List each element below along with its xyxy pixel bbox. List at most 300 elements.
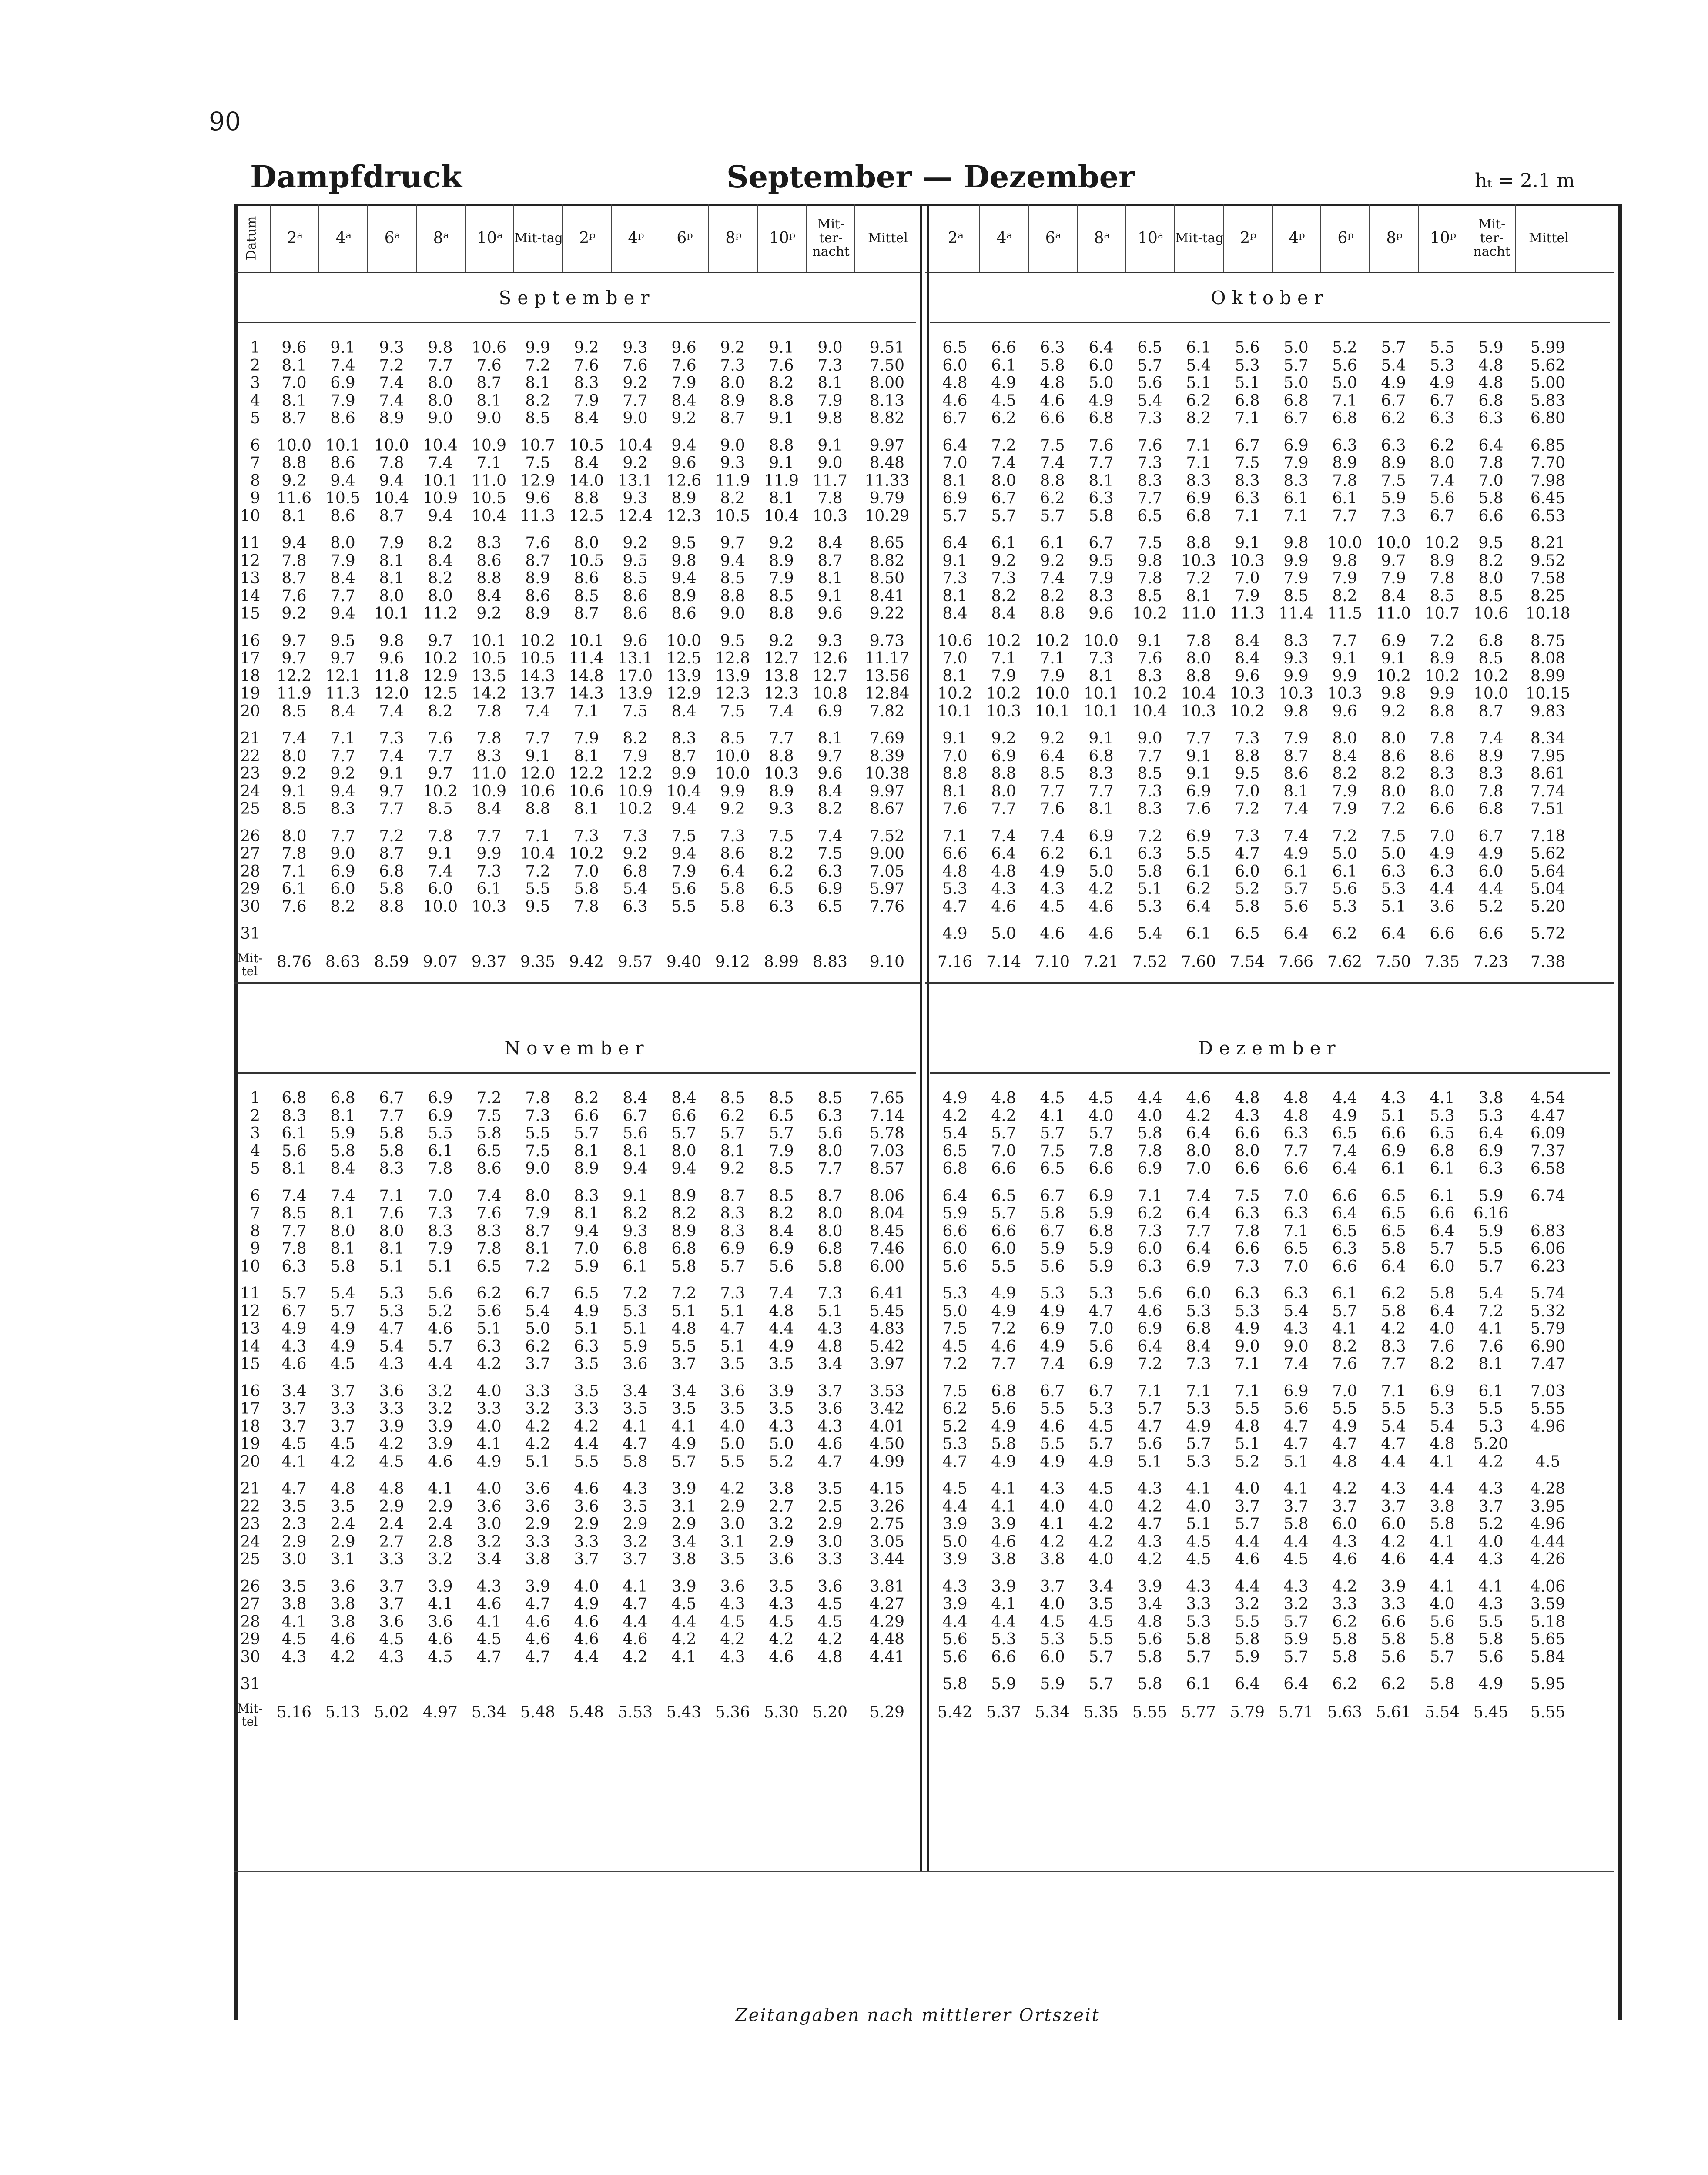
table-cell: 6.7 [623, 1107, 648, 1125]
table-cell: 7.8 [428, 827, 453, 845]
table-cell: 10.5 [520, 649, 556, 667]
table-cell: 8.4 [1332, 747, 1357, 765]
table-cell: 4.8 [817, 1337, 843, 1355]
table-cell: 9.3 [1283, 649, 1309, 667]
table-cell: 8.8 [769, 436, 794, 455]
mittel-cell: 9.37 [471, 953, 507, 971]
table-cell: 9.1 [525, 747, 550, 765]
table-cell: 7.6 [1478, 1337, 1504, 1355]
day-number: 7 [250, 454, 260, 472]
table-cell: 7.1 [1235, 1355, 1260, 1373]
table-cell: 7.6 [379, 1205, 404, 1222]
table-cell: 9.6 [817, 605, 843, 622]
table-cell: 8.7 [720, 1187, 745, 1205]
table-cell: 4.6 [574, 1480, 599, 1498]
table-cell: 10.7 [1424, 605, 1460, 622]
table-cell: 6.6 [991, 1222, 1016, 1240]
table-cell: 8.0 [817, 1222, 843, 1240]
table-cell: 5.9 [1478, 1187, 1504, 1205]
table-cell: 8.0 [281, 747, 307, 765]
table-cell: 5.62 [1530, 356, 1566, 375]
table-cell: 3.8 [1478, 1089, 1504, 1107]
table-cell: 7.2 [1430, 632, 1455, 650]
table-cell: 7.3 [720, 827, 745, 845]
table-cell: 3.7 [379, 1577, 404, 1596]
table-cell: 5.7 [1186, 1648, 1211, 1666]
mittel-cell: 7.66 [1278, 953, 1314, 971]
table-cell: 8.7 [1478, 702, 1504, 720]
table-cell: 8.2 [330, 897, 355, 916]
column-header: 10ᵃ [1125, 204, 1175, 272]
table-cell: 8.0 [1186, 1142, 1211, 1160]
table-cell: 9.2 [769, 534, 794, 552]
table-cell: 6.5 [1332, 1222, 1357, 1240]
table-cell: 5.3 [1478, 1107, 1504, 1125]
table-cell: 7.5 [1235, 1187, 1260, 1205]
table-cell: 4.5 [1088, 1480, 1114, 1498]
table-cell: 4.7 [720, 1320, 745, 1338]
table-cell: 4.29 [869, 1613, 905, 1631]
mittel-cell: 5.36 [715, 1703, 750, 1721]
table-cell: 9.51 [869, 339, 905, 357]
table-cell: 3.8 [1040, 1550, 1065, 1568]
table-cell: 9.0 [1235, 1337, 1260, 1355]
table-cell: 8.5 [720, 729, 745, 747]
day-number: 29 [240, 1630, 260, 1648]
table-cell: 8.1 [379, 552, 404, 570]
table-cell: 3.8 [330, 1595, 355, 1613]
day-number: 8 [250, 472, 260, 490]
table-cell: 8.4 [942, 605, 968, 622]
table-cell: 4.26 [1530, 1550, 1566, 1568]
table-cell: 10.0 [715, 765, 750, 783]
table-cell: 4.2 [720, 1480, 745, 1498]
table-cell: 8.04 [869, 1205, 905, 1222]
table-cell: 4.9 [1235, 1320, 1260, 1338]
table-cell: 6.5 [1430, 1124, 1455, 1142]
table-cell: 9.2 [769, 632, 794, 650]
table-cell: 5.0 [1332, 374, 1357, 392]
table-cell: 6.4 [991, 845, 1016, 863]
table-cell: 4.4 [1235, 1577, 1260, 1596]
datum-label: Datum [244, 216, 259, 261]
column-header: Mit-​tag [513, 204, 563, 272]
table-cell: 3.7 [574, 1550, 599, 1568]
table-cell: 5.3 [1430, 356, 1455, 375]
table-cell: 8.0 [1478, 569, 1504, 587]
section-rule [234, 982, 920, 984]
table-cell: 5.2 [769, 1452, 794, 1471]
table-cell: 4.4 [1478, 880, 1504, 898]
table-cell: 4.5 [281, 1630, 307, 1648]
table-cell: 7.5 [1040, 1142, 1065, 1160]
table-cell: 5.6 [1040, 1257, 1065, 1275]
table-cell: 6.6 [1235, 1240, 1260, 1258]
table-cell: 7.3 [942, 569, 968, 587]
table-cell: 8.9 [671, 1222, 697, 1240]
table-cell: 6.6 [574, 1107, 599, 1125]
table-cell: 8.2 [525, 392, 550, 410]
table-cell: 7.6 [1332, 1355, 1357, 1373]
table-cell: 5.6 [671, 880, 697, 898]
table-cell: 4.6 [1088, 925, 1114, 943]
table-cell: 5.0 [1283, 339, 1309, 357]
table-cell: 7.7 [330, 587, 355, 605]
mittel-cell: 5.79 [1229, 1703, 1265, 1721]
table-cell: 3.2 [428, 1382, 453, 1400]
table-cell: 4.6 [281, 1355, 307, 1373]
table-cell: 6.7 [1040, 1187, 1065, 1205]
table-cell: 6.7 [1088, 534, 1114, 552]
table-cell: 8.1 [942, 667, 968, 685]
table-cell: 8.2 [1332, 1337, 1357, 1355]
table-cell: 9.4 [671, 845, 697, 863]
table-cell: 3.2 [428, 1550, 453, 1568]
day-number: 18 [240, 667, 260, 685]
table-cell: 3.0 [720, 1515, 745, 1533]
table-cell: 4.2 [991, 1107, 1016, 1125]
table-cell: 6.0 [330, 880, 355, 898]
table-cell: 13.5 [471, 667, 507, 685]
table-cell: 6.3 [1332, 436, 1357, 455]
table-cell: 5.2 [1478, 1515, 1504, 1533]
table-cell: 5.9 [574, 1257, 599, 1275]
table-cell: 10.6 [569, 782, 604, 800]
table-cell: 7.8 [1430, 729, 1455, 747]
table-cell: 5.8 [671, 1257, 697, 1275]
table-cell: 6.9 [330, 374, 355, 392]
table-cell: 7.0 [281, 374, 307, 392]
table-cell: 7.9 [1332, 782, 1357, 800]
table-cell: 4.4 [1332, 1089, 1357, 1107]
table-cell: 9.9 [1283, 552, 1309, 570]
day-number: 22 [240, 1497, 260, 1516]
table-cell: 6.2 [942, 1400, 968, 1418]
table-cell: 6.5 [1137, 507, 1162, 525]
table-cell: 4.1 [476, 1435, 502, 1453]
table-cell: 7.6 [623, 356, 648, 375]
table-cell: 7.2 [1332, 827, 1357, 845]
table-cell: 9.83 [1530, 702, 1566, 720]
table-cell: 2.9 [574, 1515, 599, 1533]
table-cell: 6.1 [991, 356, 1016, 375]
table-cell: 7.1 [1381, 1382, 1406, 1400]
table-cell: 4.4 [1430, 1550, 1455, 1568]
column-header: 2ᵖ [1223, 204, 1273, 272]
table-cell: 3.4 [817, 1355, 843, 1373]
table-cell: 5.3 [1430, 1107, 1455, 1125]
table-cell: 9.1 [769, 409, 794, 427]
table-cell: 5.7 [720, 1257, 745, 1275]
table-cell: 3.5 [574, 1355, 599, 1373]
table-cell: 8.2 [428, 702, 453, 720]
table-cell: 5.78 [869, 1124, 905, 1142]
table-cell: 4.3 [817, 1417, 843, 1436]
table-cell: 9.0 [720, 436, 745, 455]
table-cell: 8.2 [1332, 765, 1357, 783]
table-cell: 6.9 [1283, 436, 1309, 455]
table-cell: 9.1 [281, 782, 307, 800]
table-cell: 9.7 [817, 747, 843, 765]
table-cell: 5.7 [1040, 507, 1065, 525]
table-cell: 6.8 [1478, 632, 1504, 650]
table-cell: 8.6 [330, 454, 355, 472]
table-cell: 8.4 [671, 392, 697, 410]
table-cell: 3.6 [1430, 897, 1455, 916]
table-cell: 5.3 [991, 1630, 1016, 1648]
table-cell: 5.5 [1186, 845, 1211, 863]
mittel-cell: 9.40 [666, 953, 702, 971]
table-cell: 7.5 [671, 827, 697, 845]
table-cell: 8.6 [623, 605, 648, 622]
table-cell: 5.6 [1088, 1337, 1114, 1355]
table-cell: 6.1 [1478, 1382, 1504, 1400]
table-cell: 7.8 [1478, 454, 1504, 472]
table-cell: 6.9 [330, 862, 355, 880]
table-cell: 9.9 [1332, 667, 1357, 685]
table-cell: 8.1 [281, 356, 307, 375]
mittel-cell: 7.54 [1229, 953, 1265, 971]
day-number: 15 [240, 1355, 260, 1373]
table-cell: 9.8 [379, 632, 404, 650]
table-cell: 9.5 [1088, 552, 1114, 570]
table-cell: 5.0 [769, 1435, 794, 1453]
day-number: 28 [240, 1613, 260, 1631]
table-cell: 5.5 [1040, 1435, 1065, 1453]
table-cell: 5.6 [1430, 489, 1455, 507]
table-cell: 7.6 [476, 356, 502, 375]
table-cell: 3.5 [720, 1550, 745, 1568]
table-cell: 8.0 [991, 782, 1016, 800]
table-cell: 2.9 [817, 1515, 843, 1533]
table-cell: 9.9 [1283, 667, 1309, 685]
table-cell: 10.3 [1327, 685, 1363, 703]
table-cell: 5.3 [1478, 1417, 1504, 1436]
table-cell: 3.9 [942, 1550, 968, 1568]
table-cell: 6.3 [623, 897, 648, 916]
column-header: Mittel [854, 204, 921, 272]
table-cell: 6.0 [1235, 862, 1260, 880]
month-title: November [504, 1037, 650, 1059]
table-cell: 9.2 [991, 552, 1016, 570]
table-cell: 5.8 [1137, 862, 1162, 880]
mittel-cell: 9.07 [422, 953, 458, 971]
table-cell: 4.01 [869, 1417, 905, 1436]
table-cell: 5.97 [869, 880, 905, 898]
table-cell: 12.7 [812, 667, 848, 685]
table-cell: 3.2 [1283, 1595, 1309, 1613]
table-cell: 7.6 [574, 356, 599, 375]
table-cell: 10.9 [422, 489, 458, 507]
table-cell: 12.9 [422, 667, 458, 685]
table-cell: 3.9 [671, 1577, 697, 1596]
table-cell: 5.8 [942, 1675, 968, 1693]
table-cell: 4.8 [991, 1089, 1016, 1107]
table-cell: 6.2 [720, 1107, 745, 1125]
table-cell: 2.7 [769, 1497, 794, 1516]
table-cell: 6.4 [1137, 1337, 1162, 1355]
table-cell: 4.1 [991, 1497, 1016, 1516]
table-cell: 5.8 [1235, 1630, 1260, 1648]
table-cell: 4.1 [991, 1480, 1016, 1498]
table-cell: 13.9 [617, 685, 653, 703]
table-cell: 7.0 [991, 1142, 1016, 1160]
table-cell: 6.5 [1381, 1222, 1406, 1240]
table-cell: 4.83 [869, 1320, 905, 1338]
table-cell: 4.5 [379, 1630, 404, 1648]
table-cell: 7.03 [869, 1142, 905, 1160]
table-cell: 10.2 [1229, 702, 1265, 720]
table-cell: 3.1 [671, 1497, 697, 1516]
table-cell: 11.3 [325, 685, 361, 703]
table-cell: 9.1 [1235, 534, 1260, 552]
column-header: 10ᵖ [1418, 204, 1467, 272]
table-cell: 4.1 [281, 1452, 307, 1471]
table-cell: 4.41 [869, 1648, 905, 1666]
table-cell: 8.3 [1186, 472, 1211, 490]
table-cell: 7.8 [428, 1160, 453, 1178]
mittel-cell: 7.23 [1473, 953, 1509, 971]
table-cell: 6.6 [1040, 409, 1065, 427]
table-cell: 6.3 [1088, 489, 1114, 507]
table-cell: 6.9 [1088, 1187, 1114, 1205]
table-cell: 3.4 [1137, 1595, 1162, 1613]
table-cell: 4.8 [379, 1480, 404, 1498]
table-cell: 5.6 [428, 1285, 453, 1302]
table-cell: 6.2 [769, 862, 794, 880]
table-cell: 8.8 [769, 392, 794, 410]
table-cell: 8.7 [476, 374, 502, 392]
mittel-cell: 9.12 [715, 953, 750, 971]
table-cell: 6.3 [1283, 1124, 1309, 1142]
table-cell: 9.8 [817, 409, 843, 427]
column-header: 2ᵖ [562, 204, 612, 272]
table-cell: 6.3 [1283, 1205, 1309, 1222]
table-cell: 10.4 [617, 436, 653, 455]
table-cell: 4.6 [942, 392, 968, 410]
table-cell: 6.8 [1478, 392, 1504, 410]
table-cell: 7.58 [1530, 569, 1566, 587]
table-cell: 4.3 [281, 1337, 307, 1355]
table-cell: 7.9 [623, 747, 648, 765]
table-cell: 7.6 [1040, 800, 1065, 818]
table-cell: 6.6 [1478, 925, 1504, 943]
table-cell: 9.73 [869, 632, 905, 650]
table-cell: 7.2 [525, 356, 550, 375]
day-number: 17 [240, 649, 260, 667]
table-cell: 3.7 [379, 1595, 404, 1613]
table-cell: 5.2 [942, 1417, 968, 1436]
table-cell: 5.7 [1088, 1648, 1114, 1666]
table-cell: 6.7 [525, 1285, 550, 1302]
table-cell: 10.9 [471, 782, 507, 800]
mittel-cell: 5.48 [520, 1703, 556, 1721]
day-number: 9 [250, 1240, 260, 1258]
table-cell: 6.06 [1530, 1240, 1566, 1258]
table-cell: 9.0 [1137, 729, 1162, 747]
table-cell: 7.8 [281, 552, 307, 570]
table-cell: 8.82 [869, 409, 905, 427]
table-cell: 4.3 [769, 1417, 794, 1436]
table-cell: 5.5 [1088, 1630, 1114, 1648]
table-cell: 5.62 [1530, 845, 1566, 863]
table-cell: 9.4 [720, 552, 745, 570]
table-cell: 10.6 [1473, 605, 1509, 622]
table-cell: 4.2 [525, 1435, 550, 1453]
column-header: 8ᵖ [708, 204, 758, 272]
table-cell: 8.50 [869, 569, 905, 587]
table-cell: 12.2 [617, 765, 653, 783]
table-cell: 6.2 [1137, 1205, 1162, 1222]
table-cell: 8.2 [428, 569, 453, 587]
table-cell: 9.5 [525, 897, 550, 916]
table-cell: 4.6 [1332, 1550, 1357, 1568]
table-cell: 6.9 [817, 880, 843, 898]
table-cell: 4.6 [574, 1613, 599, 1631]
table-cell: 3.6 [525, 1497, 550, 1516]
table-cell: 7.6 [769, 356, 794, 375]
table-cell: 4.2 [1040, 1533, 1065, 1551]
table-cell: 6.3 [281, 1257, 307, 1275]
column-header: 8ᵃ [1077, 204, 1126, 272]
table-cell: 8.4 [817, 534, 843, 552]
table-cell: 7.3 [817, 1285, 843, 1302]
footer-note: Zeitangaben nach mittlerer Ortszeit [735, 2005, 1100, 2025]
table-cell: 4.7 [379, 1320, 404, 1338]
table-cell: 5.5 [1478, 1400, 1504, 1418]
table-cell: 7.4 [330, 1187, 355, 1205]
table-cell: 12.7 [764, 649, 799, 667]
table-cell: 7.1 [525, 827, 550, 845]
table-cell: 6.0 [1186, 1285, 1211, 1302]
table-cell: 6.3 [1478, 409, 1504, 427]
table-cell: 8.8 [1040, 605, 1065, 622]
table-cell: 2.9 [720, 1497, 745, 1516]
table-cell: 5.9 [1088, 1257, 1114, 1275]
table-cell: 6.1 [1381, 1160, 1406, 1178]
table-cell: 6.1 [281, 1124, 307, 1142]
table-cell: 4.5 [281, 1435, 307, 1453]
day-number: 17 [240, 1400, 260, 1418]
table-cell: 8.3 [476, 1222, 502, 1240]
table-cell: 5.65 [1530, 1630, 1566, 1648]
table-cell: 12.6 [812, 649, 848, 667]
table-cell: 8.0 [525, 1187, 550, 1205]
table-cell: 8.9 [525, 605, 550, 622]
table-cell: 6.2 [525, 1337, 550, 1355]
table-cell: 4.2 [1088, 1533, 1114, 1551]
table-cell: 7.5 [942, 1320, 968, 1338]
mittel-cell: 8.76 [276, 953, 312, 971]
table-cell: 6.0 [1137, 1240, 1162, 1258]
table-cell: 2.8 [428, 1533, 453, 1551]
mittel-cell: 5.34 [471, 1703, 507, 1721]
table-cell: 7.9 [330, 392, 355, 410]
table-cell: 8.1 [1283, 782, 1309, 800]
table-cell: 10.2 [1473, 667, 1509, 685]
table-cell: 5.6 [942, 1630, 968, 1648]
table-cell: 10.2 [1035, 632, 1070, 650]
table-cell: 10.0 [374, 436, 409, 455]
table-cell: 5.79 [1530, 1320, 1566, 1338]
table-cell: 7.2 [1186, 569, 1211, 587]
table-cell: 4.0 [1430, 1320, 1455, 1338]
table-cell: 3.7 [1235, 1497, 1260, 1516]
table-cell: 3.4 [476, 1550, 502, 1568]
table-cell: 7.9 [1235, 587, 1260, 605]
table-cell: 5.5 [428, 1124, 453, 1142]
table-cell: 9.7 [281, 649, 307, 667]
